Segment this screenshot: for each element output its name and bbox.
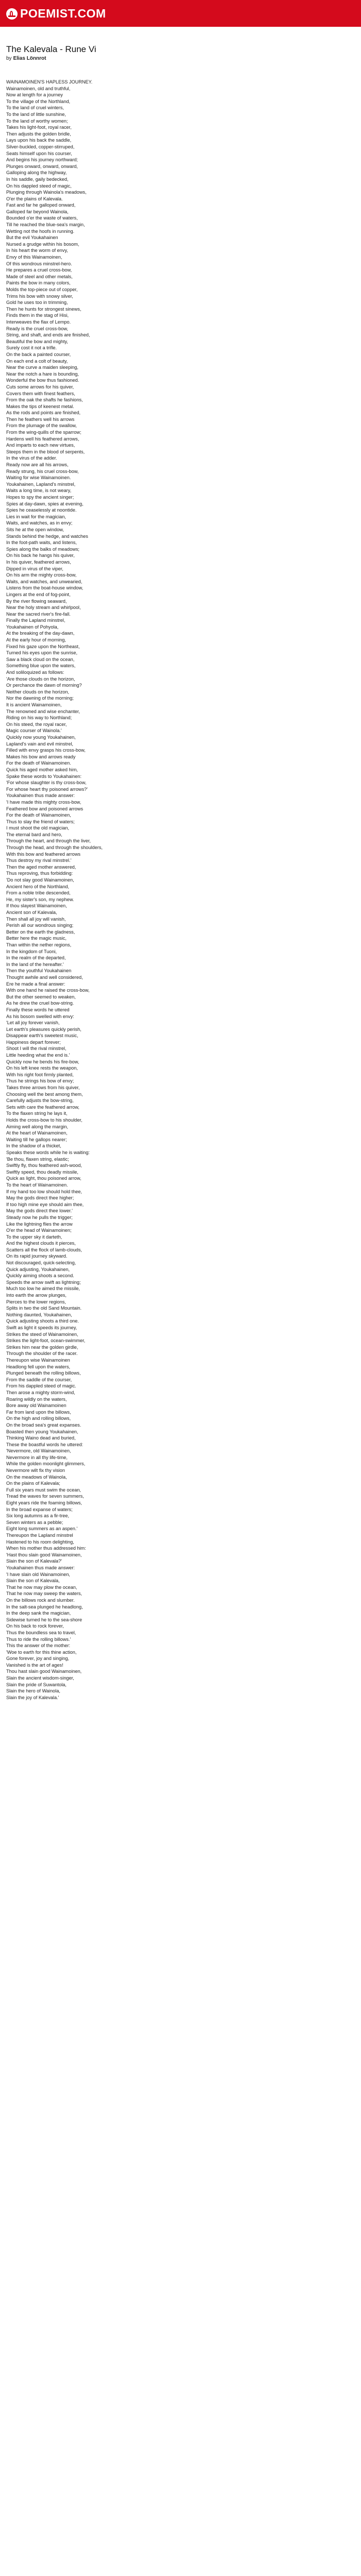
poem-line: Wainamoinen, old and truthful, — [6, 86, 71, 91]
poem-line: 'I have slain old Wainamoinen, — [6, 1571, 70, 1577]
poem-line: As he drew the cruel bow-string. — [6, 1001, 74, 1006]
poem-line: With his right foot firmly planted, — [6, 1072, 74, 1077]
poem-line: On his arm the mighty cross-bow, — [6, 572, 77, 578]
poem-line: Sidewise turned he to the sea-shore — [6, 1617, 83, 1622]
poem-line: In the broad expanse of waters; — [6, 1506, 73, 1512]
poem-line: On his steed, the royal racer, — [6, 721, 67, 727]
poem-line: To the land of little sunshine, — [6, 111, 66, 117]
poem-line: Listens from the boat-house window, — [6, 585, 84, 591]
poem-line: Takes his light-foot, royal racer, — [6, 125, 72, 130]
poem-line: Near the notch a hare is bounding, — [6, 371, 79, 377]
poem-line: Through the head, and through the shoulders, — [6, 845, 103, 851]
poem-line: Thought awhile and well considered, — [6, 974, 83, 980]
poem-line: Waits, and watches, and unwearied, — [6, 579, 83, 584]
poem-line: Slain the son of Kalevala, — [6, 1578, 60, 1584]
poem-line: That he now may sweep the waters, — [6, 1591, 83, 1597]
poem-line: On each end a colt of beauty, — [6, 358, 68, 364]
poem-line: Of this wondrous minstrel-hero. — [6, 261, 72, 266]
poem-line: Thus the boundless sea to travel, — [6, 1630, 76, 1635]
poem-line: Takes three arrows from his quiver, — [6, 1085, 80, 1091]
poem-line: Youkahainen thus made answer: — [6, 793, 75, 799]
poem-line: Gold he uses too in trimming, — [6, 300, 68, 306]
poem-line: Saw a black cloud on the ocean, — [6, 656, 75, 662]
poem-author-link[interactable]: Elias Lönnrot — [13, 56, 46, 61]
poem-line: Spies along the balks of meadows; — [6, 546, 79, 552]
poem-line: Sets with care the feathered arrow, — [6, 1104, 79, 1110]
poem-line: In the deep sank the magician, — [6, 1611, 71, 1616]
poem-line: If thou slayest Wainamoinen, — [6, 903, 67, 909]
poem-line: If my hand too low should hold thee, — [6, 1189, 83, 1194]
poem-line: Magic courser of Wainola.' — [6, 728, 62, 734]
poem-line: On the back a painted courser, — [6, 351, 71, 357]
poem-line: Galloping along the highway, — [6, 170, 67, 176]
poem-line: Perish all our wondrous singing; — [6, 923, 74, 928]
poem-line: Quickly now young Youkahainen, — [6, 734, 76, 740]
site-logo[interactable] — [6, 7, 106, 21]
poem-line: Into earth the arrow plunges, — [6, 1293, 67, 1298]
poem-line: Then the youthful Youkahainen — [6, 968, 72, 974]
poem-byline — [6, 55, 96, 62]
poem-line: Better here the magic music, — [6, 936, 67, 941]
poem-line: Like the lightning flies the arrow — [6, 1221, 73, 1227]
poem-line: Makes the tips of keenest metal. — [6, 403, 74, 409]
poem-line: Speeds the arrow swift as lightning; — [6, 1279, 81, 1285]
poem-line: In the salt-sea plunged he headlong, — [6, 1604, 83, 1609]
poem-line: The renowned and wise enchanter, — [6, 708, 80, 714]
poem-line: In the virus of the adder. — [6, 455, 57, 461]
poem-line: Ere he made a final answer: — [6, 981, 65, 987]
poem-line: These the boastful words he uttered: — [6, 1442, 84, 1447]
poem-line: 'Are those clouds on the horizon, — [6, 676, 75, 682]
poem-line: Not discouraged, quick-selecting, — [6, 1260, 76, 1266]
poem-line: And the highest clouds it pierces, — [6, 1241, 76, 1246]
poem-line: Slain the hero of Wainola, — [6, 1688, 60, 1694]
poem-line: Swift as light it speeds its journey, — [6, 1325, 77, 1330]
poem-line: Better on the earth the gladness, — [6, 929, 75, 935]
poem-line: Nevermore in all thy life-time, — [6, 1454, 68, 1460]
poem-line: Plunges onward, onward, onward, — [6, 163, 78, 169]
poem-line: Wetting not the hoofs in running. — [6, 228, 75, 234]
poem-line: Vanished is the art of ages! — [6, 1662, 63, 1668]
poem-line: This the answer of the mother: — [6, 1643, 71, 1649]
poem-line: Quickly now he bends his fire-bow, — [6, 1059, 79, 1064]
poem-line: Dipped in virus of the viper, — [6, 566, 63, 571]
site-logo-text: POEMIST.COM — [20, 7, 106, 20]
poem-line: Full six years must swim the ocean, — [6, 1487, 81, 1493]
poem-line: But the other seemed to weaken, — [6, 994, 76, 999]
poem-line: Finds them in the stag of Hisi, — [6, 313, 69, 318]
poem-line: Waits, and watches, as in envy; — [6, 520, 73, 526]
poem-line: Much too low he aimed the missile, — [6, 1286, 80, 1292]
poem-line: Scatters all the flock of lamb-clouds, — [6, 1247, 83, 1252]
poem-line: He, my sister's son, my nephew. — [6, 896, 74, 902]
poem-line: Then shall all joy will vanish, — [6, 916, 66, 922]
poem-line: Surely cost it not a trifle. — [6, 345, 57, 351]
poem-line: The eternal bard and hero, — [6, 832, 62, 837]
poem-line: Fixed his gaze upon the Northeast, — [6, 643, 80, 649]
poem-line: Happiness depart forever; — [6, 1039, 61, 1045]
poem-line: Plunging through Wainola's meadows, — [6, 190, 87, 195]
poem-line: Waits a long time, is not weary, — [6, 488, 72, 494]
poem-line: On the plains of Kalevala; — [6, 1481, 60, 1486]
poem-line: Eight years ride the foaming billows, — [6, 1500, 83, 1506]
poem-line: At the heart of Wainamoinen, — [6, 1130, 68, 1136]
poem-line: May the gods direct thee lower.' — [6, 1208, 73, 1214]
poem-line: That he now may plow the ocean, — [6, 1584, 77, 1590]
poem-line: Envy of this Wainamoinen, — [6, 255, 62, 260]
poem-line: Wonderful the bow thus fashioned. — [6, 378, 79, 383]
poem-line: Fast and far he galloped onward, — [6, 202, 76, 208]
poem-line: If too high mine eye should aim thee, — [6, 1201, 84, 1207]
poem-line: Lingers at the end of fog-point, — [6, 591, 71, 597]
poem-line: In his heart the worm of envy, — [6, 248, 68, 253]
poem-line: And begins his journey northward; — [6, 157, 78, 163]
poem-line: In the kingdom of Tuoni, — [6, 948, 57, 954]
poem-line: Bore away old Wainamoinen — [6, 1403, 67, 1409]
poem-line: Steady now he pulls the trigger; — [6, 1214, 73, 1220]
poem-line: Filled with envy grasps his cross-bow, — [6, 748, 86, 753]
poem-line: Quick as light, thou poisoned arrow, — [6, 1176, 81, 1181]
poem-line: Slain the son of Kalevala?' — [6, 1558, 62, 1564]
poem-line: Thinking Waino dead and buried, — [6, 1435, 76, 1441]
poem-line: From the wing-quills of the sparrow; — [6, 430, 81, 435]
poem-line: Thus to slay the friend of waters; — [6, 819, 75, 824]
poem-line: Quick his aged mother asked him, — [6, 767, 78, 772]
poem-line: To the upper sky it darteth, — [6, 1234, 62, 1240]
poem-line: Turned his eyes upon the sunrise, — [6, 650, 78, 656]
poem-line: Plunged beneath the rolling billows, — [6, 1370, 81, 1376]
poem-line: Strikes him near the golden girdle, — [6, 1344, 78, 1350]
poem-line: Seven winters as a pebble; — [6, 1519, 63, 1525]
poem-line: Headlong fell upon the waters, — [6, 1364, 71, 1369]
poem-line: Ready strung, his cruel cross-bow, — [6, 468, 79, 474]
poem-line: To the land of worthy women; — [6, 118, 68, 124]
poem-line: Swiftly fly, thou feathered ash-wood, — [6, 1163, 82, 1168]
poem-line: Thou hast slain good Wainamoinen, — [6, 1669, 82, 1674]
poem-line: Youkahainen of Pohyola, — [6, 624, 59, 630]
poem-line: From the saddle of the courser, — [6, 1377, 72, 1382]
poem-line: In the foot-path waits, and listens, — [6, 540, 77, 546]
poem-line: Through the shoulder of the racer. — [6, 1351, 78, 1357]
poem-line: Disappear earth's sweetest music, — [6, 1033, 78, 1039]
poem-line: Sits he at the open window, — [6, 527, 64, 532]
poem-line: He prepares a cruel cross-bow, — [6, 267, 72, 273]
poem-line: O'er the plains of Kalevala. — [6, 196, 63, 201]
poem-line: 'I have made this mighty cross-bow, — [6, 799, 81, 805]
poem-line: For whose heart thy poisoned arrows?' — [6, 786, 88, 792]
poem-line: Speaks these words while he is waiting: — [6, 1149, 90, 1155]
poem-line: Covers them with finest feathers, — [6, 391, 75, 396]
poem-title: The Kalevala - Rune Vi — [6, 44, 96, 54]
poem-line: May the gods direct thee higher; — [6, 1195, 74, 1201]
poem-line: And imparts to each new virtues, — [6, 443, 75, 448]
poem-line: Thus he strings his bow of envy; — [6, 1078, 74, 1084]
poem-line: Gone forever, joy and singing, — [6, 1656, 70, 1662]
poem-body — [6, 79, 336, 1701]
poem-line: As the rods and points are finished, — [6, 410, 81, 416]
poem-line: Then he feathers well his arrows — [6, 416, 75, 422]
poem-line: 'Woe to earth for this thine action, — [6, 1649, 77, 1655]
poem-line: On its rapid journey skyward. — [6, 1253, 68, 1259]
poem-line: Youkahainen, Lapland's minstrel, — [6, 481, 76, 487]
poem-line: On his back to rock forever, — [6, 1623, 64, 1629]
poem-line: From the plumage of the swallow, — [6, 423, 77, 429]
poem-line: Thus destroy my rival minstrel.' — [6, 858, 72, 863]
byline-label: by — [6, 56, 12, 61]
poem-line: And soliloquized as follows: — [6, 670, 64, 675]
poem-line: Lays upon his back the saddle, — [6, 138, 72, 143]
poem-line: To the flaxen string he lays it, — [6, 1111, 68, 1116]
poem-line: Spies at day-dawn, spies at evening, — [6, 501, 84, 506]
poem-line: On his left knee rests the weapon, — [6, 1065, 78, 1071]
poem-line: Near the curve a maiden sleeping, — [6, 365, 78, 370]
poem-line: Splits in two the old Sand Mountain. — [6, 1306, 82, 1311]
poem-line: 'Be thou, flaxen string, elastic; — [6, 1156, 69, 1162]
poem-line: Near the sacred river's fire-fall. — [6, 611, 71, 617]
poem-line: Far from land upon the billows, — [6, 1409, 71, 1415]
poem-line: Slain the ancient wisdom-singer, — [6, 1675, 74, 1681]
poem-line: Near the holy stream and whirlpool, — [6, 605, 81, 611]
poem-line: Riding on his way to Northland; — [6, 715, 72, 721]
poem-line: In his saddle, gaily bedecked, — [6, 176, 69, 182]
poem-line: 'Nevermore, old Wainamoinen, — [6, 1448, 71, 1454]
poem-line: Till he reached the blue-sea's margin, — [6, 222, 85, 228]
poem-line: Neither clouds on the horizon, — [6, 689, 70, 694]
poem-line: When his mother thus addressed him: — [6, 1546, 86, 1551]
poem-line: Boasted then young Youkahainen, — [6, 1429, 78, 1434]
poem-line: Let earth's pleasures quickly perish, — [6, 1026, 81, 1032]
poem-line: Finally these words he uttered — [6, 1007, 70, 1012]
poem-line: Aiming well along the margin, — [6, 1124, 69, 1129]
poem-line: Waiting till he gallops nearer; — [6, 1137, 67, 1142]
poem-line: Thus reproving, thus forbidding: — [6, 871, 73, 876]
poem-line: Stands behind the hedge, and watches — [6, 533, 88, 539]
poem-line: Something blue upon the waters, — [6, 663, 76, 669]
poem-line: Nursed a grudge within his bosom, — [6, 241, 79, 247]
poem-line: Roaring wildly on the waters, — [6, 1396, 67, 1402]
poem-line: Choosing well the best among them, — [6, 1091, 83, 1097]
poem-line: Hastened to his room delighting, — [6, 1539, 74, 1545]
poem-line: Nothing daunted, Youkahainen, — [6, 1312, 72, 1317]
poem-line: Nevermore wilt fix thy vision — [6, 1468, 65, 1473]
poem-line: Shoot I will the rival minstrel, — [6, 1046, 67, 1052]
poem-line: Seats himself upon his courser, — [6, 150, 72, 156]
poem-line: Thereupon the Lapland minstrel — [6, 1533, 73, 1538]
poem-line: Holds the cross-bow to his shoulder, — [6, 1117, 83, 1123]
poem-line: On the high and rolling billows, — [6, 1416, 71, 1421]
poem-line: Finally the Lapland minstrel, — [6, 618, 65, 623]
poem-line: Ancient hero of the Northland, — [6, 884, 70, 889]
poem-line: Pierces to the lower regions, — [6, 1299, 66, 1304]
poem-line: In the land of the hereafter.' — [6, 961, 64, 967]
poem-line: Molds the top-piece out of copper, — [6, 287, 78, 292]
poem-line: 'Let all joy forever vanish, — [6, 1020, 60, 1026]
poem-line: Makes his bow and arrows ready — [6, 754, 76, 759]
poem-line: On his dappled steed of magic, — [6, 183, 72, 189]
poem-line: With this bow and feathered arrows — [6, 851, 81, 857]
poem-line: On his back he hangs his quiver, — [6, 553, 75, 558]
poem-header — [6, 44, 96, 62]
poem-line: Feathered bow and poisoned arrows — [6, 806, 84, 811]
poem-line: As his bosom swelled with envy: — [6, 1013, 74, 1019]
poem-line: By the river flowing seaward, — [6, 598, 67, 604]
poem-line: 'Hast thou slain good Wainamoinen, — [6, 1552, 82, 1557]
poem-line: Tread the waves for seven summers, — [6, 1494, 84, 1499]
poem-line: Youkahainen thus made answer: — [6, 1565, 75, 1570]
poem-line: Carefully adjusts the bow-string, — [6, 1098, 74, 1104]
quill-logo-icon — [6, 8, 18, 20]
poem-line: Then adjusts the golden bridle, — [6, 131, 71, 137]
poem-line: Or perchance the dawn of morning? — [6, 683, 82, 688]
poem-line: Eight long summers as an aspen.' — [6, 1526, 78, 1532]
poem-line: Ready now are all his arrows, — [6, 462, 69, 468]
site-header — [0, 0, 361, 27]
poem-line: At the early hour of morning, — [6, 637, 66, 643]
poem-line: Spies he ceaselessly at noontide. — [6, 507, 77, 513]
poem-line: Bounded o'er the waste of waters, — [6, 215, 78, 221]
poem-line: I must shoot the old magician, — [6, 825, 70, 831]
poem-line: Cuts some arrows for his quiver, — [6, 384, 74, 389]
poem-line: Strikes the steed of Wainamoinen, — [6, 1331, 78, 1337]
poem-line: In his quiver, feathered arrows, — [6, 559, 71, 565]
poem-line: Trims his bow with snowy silver, — [6, 293, 73, 299]
poem-line: Waiting for wise Wainamoinen. — [6, 475, 71, 481]
poem-line: 'For whose slaughter is thy cross-bow, — [6, 780, 87, 786]
poem-line: Ready is the cruel cross-bow, — [6, 326, 68, 331]
poem-line: Quick adjusting, Youkahainen, — [6, 1266, 70, 1272]
poem-line: While the golden moonlight glimmers, — [6, 1461, 86, 1467]
poem-line: To the village of the Northland, — [6, 98, 71, 104]
poem-line: Swiftly speed, thou deadly missile, — [6, 1169, 78, 1175]
poem-line: Then arose a mighty storm-wind, — [6, 1389, 75, 1395]
poem-line: From his dappled steed of magic. — [6, 1383, 76, 1389]
poem-line: Beautiful the bow and mighty, — [6, 338, 68, 344]
poem-line: Nor the dawning of the morning; — [6, 696, 74, 701]
poem-line: Six long autumns as a fir-tree, — [6, 1513, 70, 1519]
poem-line: In the shadow of a thicket, — [6, 1143, 61, 1149]
poem-line: Then the aged mother answered, — [6, 864, 76, 870]
poem-line: Steeps them in the blood of serpents, — [6, 449, 85, 454]
poem-line: From the oak the shafts he fashions, — [6, 397, 83, 403]
poem-line: Spake these words to Youkahainen: — [6, 773, 82, 779]
poem-line: Strikes the light-foot, ocean-swimmer, — [6, 1338, 86, 1344]
poem-line: Slain the joy of Kalevala.' — [6, 1694, 59, 1700]
poem-line: Galloped far beyond Wainola, — [6, 209, 69, 214]
poem-line: WAINAMOINEN'S HAPLESS JOURNEY. — [6, 79, 93, 84]
poem-line: For the death of Wainamoinen, — [6, 812, 71, 818]
poem-line: O'er the head of Wainamoinen; — [6, 1228, 72, 1233]
poem-line: Thereupon wise Wainamoinen — [6, 1357, 70, 1363]
poem-line: To the heart of Wainamoinen. — [6, 1182, 68, 1188]
poem-line: Made of steel and other metals, — [6, 274, 73, 279]
poem-line: Paints the bow in many colors, — [6, 280, 71, 286]
poem-line: But the evil Youkahainen — [6, 235, 58, 241]
poem-line: With one hand he raised the cross-bow, — [6, 988, 90, 993]
poem-line: On the meadows of Wainola, — [6, 1474, 67, 1480]
poem-line: String, and shaft, and ends are finished, — [6, 332, 90, 338]
poem-line: On the broad sea's great expanses. — [6, 1422, 81, 1428]
poem-line: Now at length for a journey — [6, 92, 63, 98]
poem-line: For the death of Wainamoinen. — [6, 760, 71, 766]
poem-line: Than within the nether regions, — [6, 942, 72, 947]
poem-line: Quick adjusting shoots a third one. — [6, 1318, 79, 1324]
poem-line: 'Do not slay good Wainamoinen, — [6, 877, 74, 883]
poem-line: Hardens well his feathered arrows, — [6, 436, 79, 442]
poem-line: Thus to ride the rolling billows.' — [6, 1636, 71, 1642]
poem-line: Lies in wait for the magician, — [6, 514, 66, 519]
poem-line: At the breaking of the day-dawn, — [6, 631, 75, 636]
poem-line: Slain the pride of Suwantola, — [6, 1682, 67, 1687]
poem-line: Through the heart, and through the liver, — [6, 838, 91, 844]
poem-line: It is ancient Wainamoinen, — [6, 702, 62, 707]
poem-line: Ancient son of Kalevala, — [6, 910, 57, 915]
poem-line: In the realm of the departed, — [6, 955, 66, 961]
poem-line: Silver-buckled, copper-stirruped, — [6, 144, 75, 149]
poem-line: Quickly aiming shoots a second. — [6, 1273, 74, 1279]
poem-line: Hopes to spy the ancient singer; — [6, 495, 74, 500]
poem-line: Lapland's vain and evil minstrel, — [6, 741, 73, 747]
poem-line: Interweaves the flax of Lempo. — [6, 319, 71, 325]
poem-line: Little heeding what the end is.' — [6, 1053, 70, 1058]
poem-line: On the billows rock and slumber. — [6, 1597, 75, 1603]
poem-line: To the land of cruel winters, — [6, 105, 64, 111]
poem-line: Then he hunts for strongest sinews, — [6, 306, 81, 312]
poem-line: From a noble tribe descended, — [6, 890, 71, 896]
